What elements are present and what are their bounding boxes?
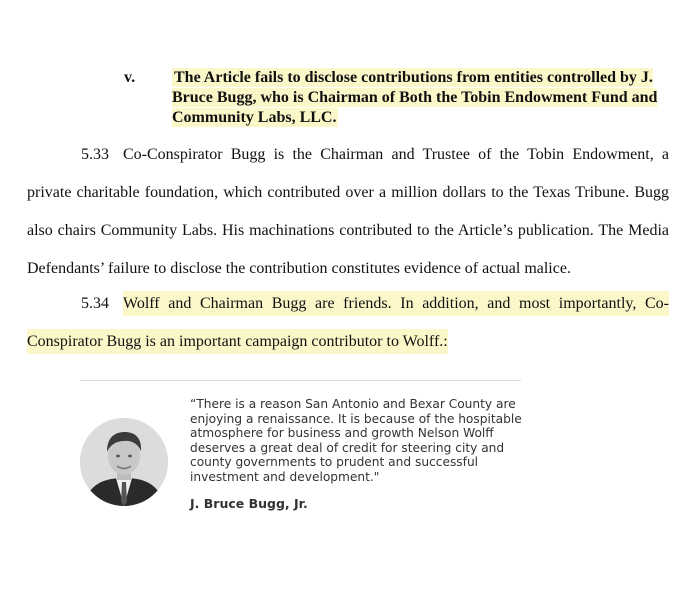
portrait-photo — [80, 418, 168, 506]
paragraph-5-34 — [27, 285, 669, 361]
heading-number: v. — [124, 69, 136, 86]
paragraph-text: Wolff and Chairman Bugg are friends. In addition, and most importantly, Co-Conspirator Bugg is an important campaign contributor to Wolff.: — [27, 291, 669, 354]
avatar — [80, 418, 168, 506]
quote-author: J. Bruce Bugg, Jr. — [190, 496, 308, 511]
heading-text: The Article fails to disclose contributions from entities controlled by J. Bruce Bugg, who is Chairman of Both the Tobin Endowment Fund and Community Labs, LLC. — [172, 69, 658, 126]
paragraph-5-33 — [27, 136, 669, 288]
paragraph-text: Co-Conspirator Bugg is the Chairman and Trustee of the Tobin Endowment, a private charitable foundation, which contributed over a million dollars to the Texas Tribune. Bugg also chairs Community Labs. His machinations contributed to the Article’s publication. The Media Defendants’ failure to disclose the contribution constitutes evidence of actual malice. — [27, 146, 669, 277]
quote-divider — [80, 380, 521, 381]
quote-text: “There is a reason San Antonio and Bexar County are enjoying a renaissance. It is because of the hospitable atmosphere for business and growth Nelson Wolff deserves a great deal of credit for steering city and county governments to prudent and successful investment and development." — [190, 397, 522, 484]
paragraph-number: 5.33 — [81, 146, 109, 163]
paragraph-number: 5.34 — [81, 295, 109, 312]
